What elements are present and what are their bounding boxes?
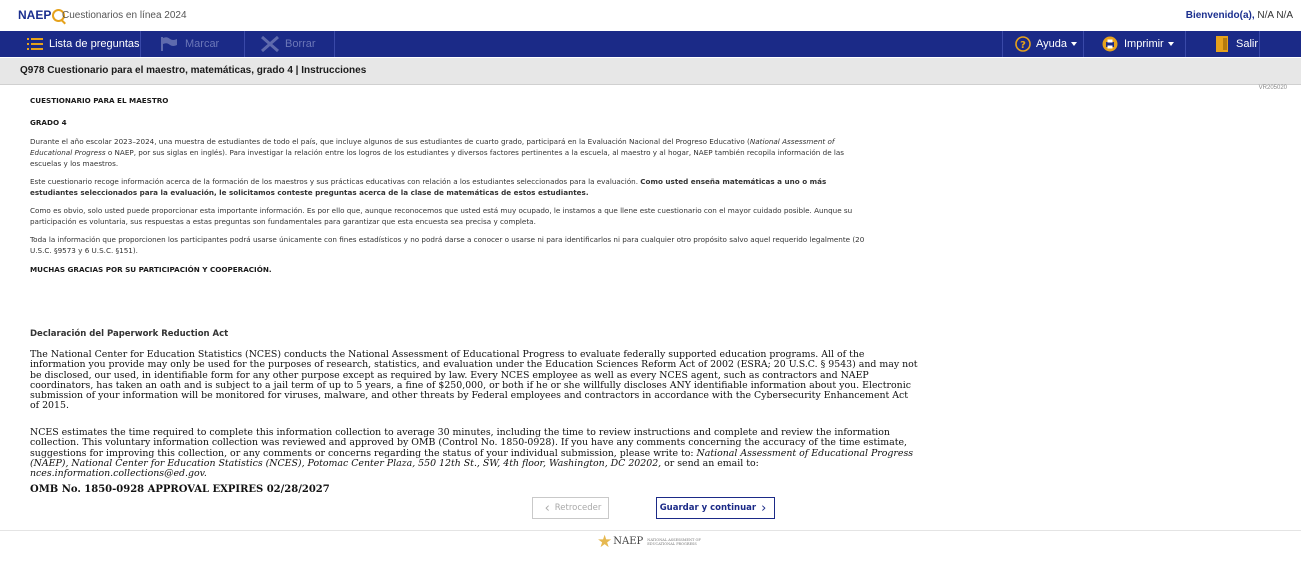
help-button[interactable] <box>1002 31 1084 57</box>
chevron-down-icon <box>1168 42 1174 46</box>
paragraph-importance: Como es obvio, solo usted puede proporcionar esta importante información. Es por ello que, aunque reconocemos que usted está muy ocupado, le instamos a que llene este cuestionario con el mayor cuidado posible. Aunque su participación es voluntaria, sus respuestas a estas preguntas son fundamentales para garantizar que esta encuesta sea precisa y completa. <box>30 206 853 226</box>
footer-logo-subtitle: NATIONAL ASSESSMENT OF EDUCATIONAL PROGRESS <box>647 537 701 546</box>
paragraph-purpose-bold: Como usted enseña matemáticas a uno o más estudiantes seleccionados para la evaluación, le solicitamos conteste preguntas acerca de la clase de matemáticas de estos estudiantes. <box>30 177 827 197</box>
star-icon: ★ <box>597 532 613 551</box>
footer-logo <box>597 533 709 550</box>
help-label: Ayuda <box>1036 38 1067 50</box>
paragraph-intro-a: Durante el año escolar 2023–2024, una muestra de estudiantes de todo el país, que incluye algunos de sus estudiantes de cuarto grado, participará en la Evaluación Nacional del Progreso Educativo ( <box>30 137 750 146</box>
exit-button[interactable] <box>1196 31 1260 57</box>
save-continue-label: Guardar y continuar <box>659 503 757 513</box>
flag-icon <box>161 37 177 51</box>
heading-teacher-questionnaire: CUESTIONARIO PARA EL MAESTRO <box>30 96 169 105</box>
paperwork-paragraph-2-a: NCES estimates the time required to complete this information collection to average 30 minutes, including the time to review instructions and complete and review the information collection. This voluntary information collection was reviewed and approved by OMB (Control No. 1850-0928). If you have any comments concerning the accuracy of the time estimate, suggestions for improving this collection, or any comments or concerns regarding the status of your individual submission, please write to: <box>30 427 908 459</box>
heading-grade: GRADO 4 <box>30 118 67 127</box>
back-button[interactable] <box>532 497 609 519</box>
paragraph-intro <box>30 136 870 169</box>
erase-button[interactable] <box>249 31 335 57</box>
erase-label: Borrar <box>285 38 316 50</box>
welcome-label: Bienvenido(a), <box>1185 10 1255 21</box>
paragraph-intro-italic: National Assessment of Educational Progress <box>30 137 835 157</box>
brand-bar <box>0 0 1301 30</box>
paperwork-paragraph-1: The National Center for Education Statistics (NCES) conducts the National Assessment of Educational Progress to evaluate federally supported education programs. All of the information you provide may only be used for the purposes of research, statistics, and evaluation under the Education Sciences Reform Act of 2002 (ESRA; 20 U.S.C. § 9543) and may not be disclosed, our used, in identifiable form for any other purpose except as required by law. Every NCES employee as well as every NCES agent, such as contractors and NAEP coordinators, has taken an oath and is subject to a jail term of up to 5 years, a fine of $250,000, or both if he or she willfully discloses ANY identifiable information about you. Electronic submission of your information will be monitored for viruses, malware, and other threats by Federal employees and contractors in accordance with the Cybersecurity Enhancement Act of 2015. <box>30 349 918 412</box>
svg-text:?: ? <box>1020 40 1026 51</box>
question-list-label: Lista de preguntas <box>49 38 140 50</box>
x-icon <box>261 36 279 52</box>
chevron-left-icon: ‹ <box>544 500 550 516</box>
instructions <box>30 95 870 275</box>
app-title: Cuestionarios en línea 2024 <box>62 10 187 21</box>
paragraph-purpose <box>30 176 870 198</box>
welcome-user: N/A N/A <box>1254 10 1293 21</box>
question-circle-icon <box>1015 36 1031 52</box>
paperwork-email: nces.information.collections@ed.gov. <box>30 468 207 480</box>
mark-label: Marcar <box>185 38 220 50</box>
footer-divider <box>0 530 1301 531</box>
chevron-down-icon <box>1071 42 1077 46</box>
page-title: Q978 Cuestionario para el maestro, matemáticas, grado 4 | Instrucciones <box>20 65 367 76</box>
paragraph-intro-b: o NAEP, por sus siglas en inglés). Para investigar la relación entre los logros de los estudiantes y diversos factores pertinentes a la escuela, al maestro y al hogar, NAEP también recopila información de las escuelas y los maestros. <box>30 148 845 168</box>
page-header <box>0 58 1301 85</box>
printer-icon <box>1102 36 1118 52</box>
door-exit-icon <box>1216 36 1228 52</box>
welcome-text <box>1186 10 1293 21</box>
naep-logo <box>18 8 65 22</box>
omb-approval: OMB No. 1850-0928 APPROVAL EXPIRES 02/28/2027 <box>30 484 330 495</box>
print-label: Imprimir <box>1124 38 1164 50</box>
question-list-button[interactable] <box>15 31 141 57</box>
paperwork-title: Declaración del Paperwork Reduction Act <box>30 329 229 339</box>
nav-bar <box>0 31 1301 57</box>
paragraph-purpose-a: Este cuestionario recoge información acerca de la formación de los maestros y sus prácticas educativas con relación a los estudiantes seleccionados para la evaluación. <box>30 177 641 186</box>
paperwork-paragraph-2 <box>30 428 920 479</box>
back-label: Retroceder <box>554 503 602 513</box>
paragraph-confidentiality: Toda la información que proporcionen los participantes podrá usarse únicamente con fines estadísticos y no podrá darse a conocer o usarse ni para identificarlos ni para cualquier otro propósito salvo aquel requerido legalmente (20 U.S.C. §9573 y 6 U.S.C. §151). <box>30 235 865 255</box>
paperwork-paragraph-2-b: or send an email to: <box>661 457 759 469</box>
footer-logo-text: NAEP <box>613 536 644 547</box>
list-icon <box>27 38 43 50</box>
version-code: VR205020 <box>1258 85 1287 91</box>
thanks-text: MUCHAS GRACIAS POR SU PARTICIPACIÓN Y COOPERACIÓN. <box>30 265 272 274</box>
logo-text: NAEP <box>18 8 52 22</box>
save-continue-button[interactable] <box>656 497 775 519</box>
print-button[interactable] <box>1090 31 1186 57</box>
paperwork-address: National Assessment of Educational Progress (NAEP), National Center for Education Statistics (NCES), Potomac Center Plaza, 550 12th St., SW, 4th floor, Washington, DC 20202, <box>30 447 914 469</box>
exit-label: Salir <box>1236 38 1259 50</box>
chevron-right-icon: › <box>761 500 767 516</box>
mark-button[interactable] <box>149 31 245 57</box>
